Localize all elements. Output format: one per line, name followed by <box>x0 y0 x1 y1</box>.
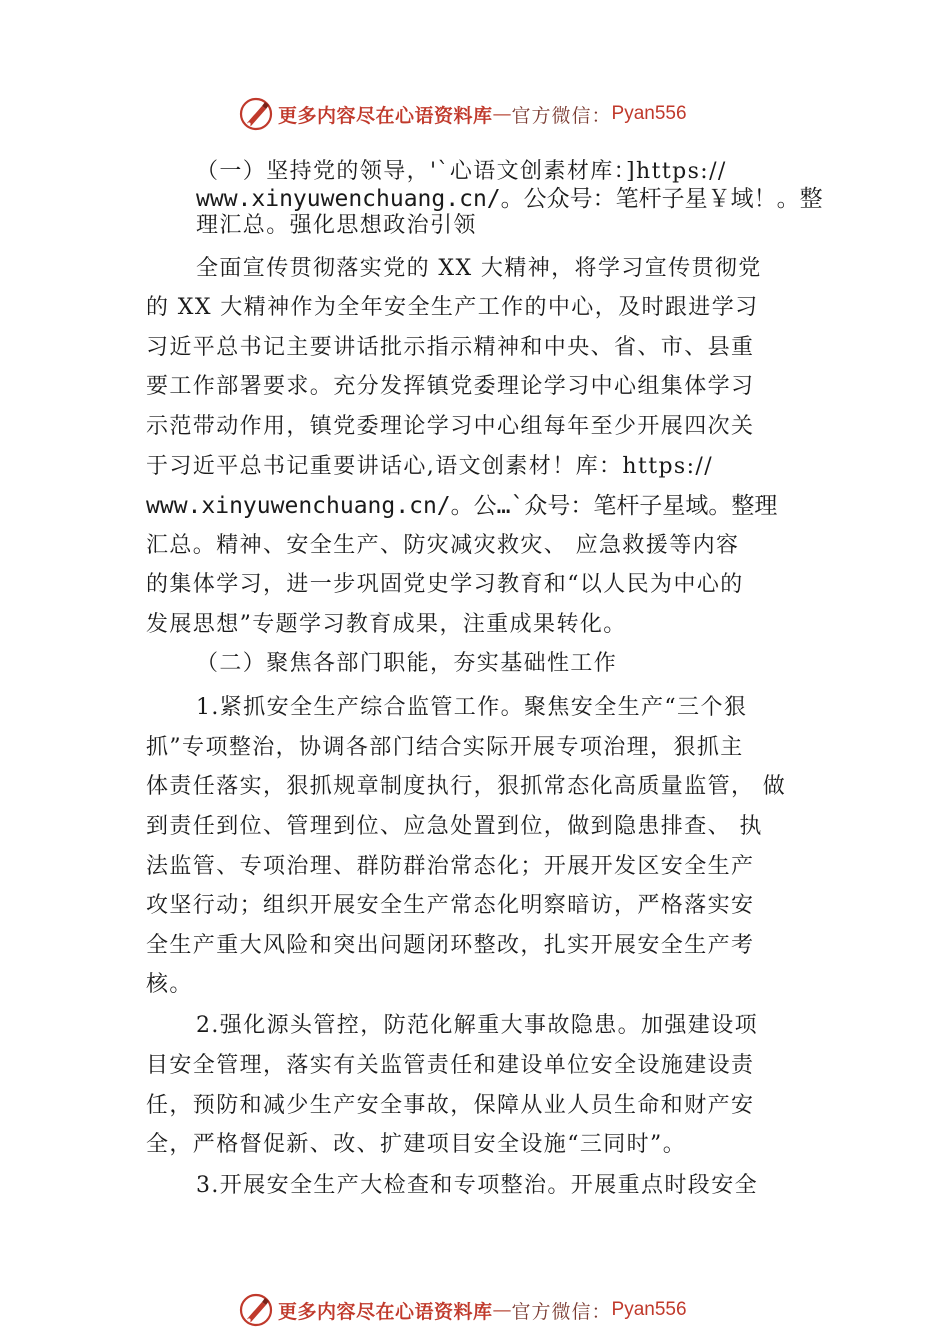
item1-line: 抓”专项整治，协调各部门结合实际开展专项治理，狠抓主 <box>146 735 744 760</box>
watermark-banner-top <box>238 96 738 132</box>
section1-body-line: 要工作部署要求。充分发挥镇党委理论学习中心组集体学习 <box>146 374 755 399</box>
section1-body-line: 的 XX 大精神作为全年安全生产工作的中心，及时跟进学习 <box>146 295 759 320</box>
watermark-separator: — <box>492 103 512 125</box>
watermark-brand: 更多内容尽在心语资料库 <box>278 1300 493 1323</box>
item3-line: 3.开展安全生产大检查和专项整治。开展重点时段安全 <box>196 1173 758 1198</box>
watermark-wechat-id: Pyan556 <box>611 103 687 124</box>
section1-heading-line-1: （一）坚持党的领导，'`心语文创素材库：]https:// <box>196 159 727 184</box>
fountain-pen-seal-icon <box>238 1292 274 1328</box>
watermark-banner-bottom <box>238 1292 738 1328</box>
watermark-wechat-id: Pyan556 <box>611 1299 687 1320</box>
section2-heading: （二）聚焦各部门职能，夯实基础性工作 <box>196 651 618 676</box>
item1-line: 核。 <box>146 972 193 997</box>
item2-line: 目安全管理，落实有关监管责任和建设单位安全设施建设责 <box>146 1053 755 1078</box>
watermark-official-label: 官方微信： <box>511 1300 612 1323</box>
item1-line: 全生产重大风险和突出问题闭环整改，扎实开展安全生产考 <box>146 933 755 958</box>
section1-heading-line-2: www.xinyuwenchuang.cn/。公众号：笔杆子星￥域！。整 <box>196 186 823 212</box>
fountain-pen-seal-icon <box>238 96 274 132</box>
item2-line: 任，预防和减少生产安全事故，保障从业人员生命和财产安 <box>146 1093 755 1118</box>
section1-body-line: 的集体学习，进一步巩固党史学习教育和“以人民为中心的 <box>146 572 744 597</box>
item1-line: 体责任落实，狠抓规章制度执行，狠抓常态化高质量监管， 做 <box>146 774 787 799</box>
item1-line: 1.紧抓安全生产综合监管工作。聚焦安全生产“三个狠 <box>196 695 748 720</box>
item1-line: 攻坚行动；组织开展安全生产常态化明察暗访，严格落实安 <box>146 893 755 918</box>
section1-heading-line-3: 理汇总。强化思想政治引领 <box>196 213 477 238</box>
item2-line: 2.强化源头管控，防范化解重大事故隐患。加强建设项 <box>196 1013 758 1038</box>
section1-body-line: 习近平总书记主要讲话批示指示精神和中央、省、市、县重 <box>146 335 755 360</box>
item1-line: 法监管、专项治理、群防群治常态化；开展开发区安全生产 <box>146 854 755 879</box>
section1-body-line: 于习近平总书记重要讲话心,语文创素材！库：https:// <box>146 454 714 479</box>
section1-body-line: 全面宣传贯彻落实党的 XX 大精神，将学习宣传贯彻党 <box>196 256 762 281</box>
watermark-brand: 更多内容尽在心语资料库 <box>278 104 493 127</box>
item1-line: 到责任到位、管理到位、应急处置到位，做到隐患排查、 执 <box>146 814 763 839</box>
watermark-official-label: 官方微信： <box>511 104 612 127</box>
item2-line: 全，严格督促新、改、扩建项目安全设施“三同时”。 <box>146 1132 687 1157</box>
section1-body-line: 发展思想”专题学习教育成果，注重成果转化。 <box>146 612 627 637</box>
section1-body-line: 示范带动作用，镇党委理论学习中心组每年至少开展四次关 <box>146 414 755 439</box>
watermark-separator: — <box>492 1299 512 1321</box>
section1-body-line: www.xinyuwenchuang.cn/。公…`众号：笔杆子星域。整理 <box>146 493 778 519</box>
section1-body-line: 汇总。精神、安全生产、防灾减灾救灾、 应急救援等内容 <box>146 533 740 558</box>
